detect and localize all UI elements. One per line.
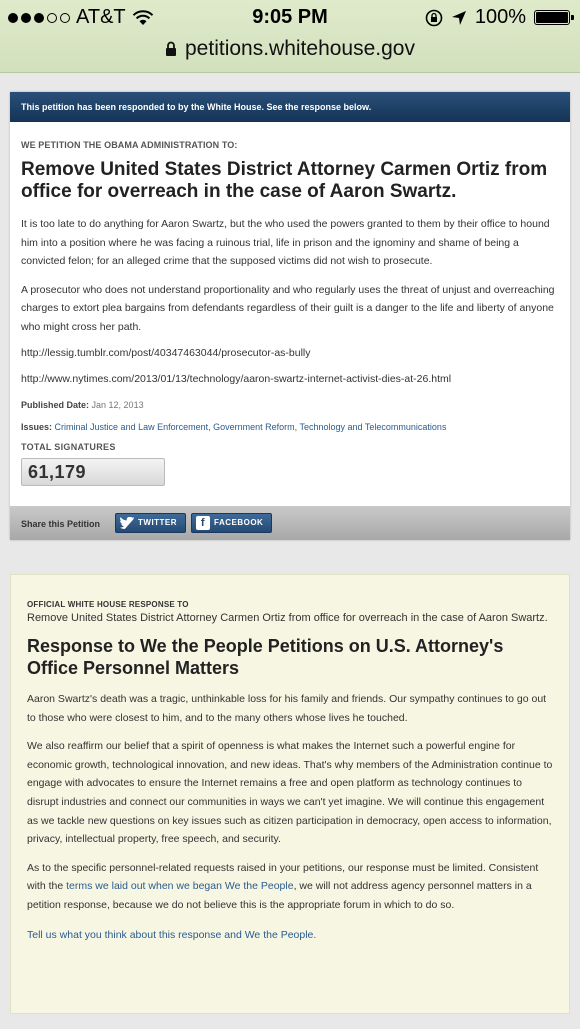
response-title: Response to We the People Petitions on U.S. Attorney's Office Personnel Matters [27, 636, 504, 678]
status-bar [0, 6, 580, 32]
lock-icon [165, 41, 177, 57]
status-right [425, 6, 570, 29]
petition-kicker: WE PETITION THE OBAMA ADMINISTRATION TO: [21, 140, 238, 150]
facebook-label: FACEBOOK [214, 518, 264, 527]
published-date: Jan 12, 2013 [91, 400, 144, 410]
url-bar[interactable] [0, 37, 580, 61]
petition-card [10, 92, 570, 540]
response-paragraph: We also reaffirm our belief that a spirit of openness is what makes the Internet such a powerful engine for economic growth, technological innovation, and new ideas. That's why members of the Administration continue to engage with advocates to ensure the Internet remains a free and open platform as technology continues to disrupt industries and connect our communities in ways we can't yet imagine. We will continue this engagement as we tackle new questions on key issues such as citizen participation in democracy, open access to information, privacy, intellectual property, free speech, and security. [27, 740, 553, 846]
response-notice-banner: This petition has been responded to by the White House. See the response below. [10, 92, 570, 122]
issue-link[interactable]: Government Reform [213, 422, 295, 432]
battery-percent: 100% [474, 6, 526, 28]
official-response-card [10, 574, 570, 1014]
issues-row: Issues: Criminal Justice and Law Enforcement, Government Reform, Technology and Telecommunications [21, 422, 447, 432]
url-text: petitions.whitehouse.gov [185, 37, 415, 60]
twitter-share-button[interactable] [115, 513, 186, 533]
carrier-label: AT&T [76, 6, 126, 28]
twitter-label: TWITTER [138, 518, 178, 527]
petition-paragraph: It is too late to do anything for Aaron Swartz, but the who used the powers granted to them by their office to hound him into a position where he was facing a ruinous trial, life in prison and the ignominy and shame of being a convicted felon; for an alleged crime that the supposed victims did not wish to prosecute. [21, 218, 550, 267]
clock: 9:05 PM [252, 6, 328, 28]
petition-reference-link[interactable]: http://www.nytimes.com/2013/01/13/technology/aaron-swartz-internet-activist-dies-at-26.html [21, 373, 452, 385]
battery-fill [536, 12, 568, 23]
share-label: Share this Petition [21, 519, 101, 529]
response-body [11, 575, 569, 941]
response-paragraph: Aaron Swartz's death was a tragic, unthinkable loss for his family and friends. Our sympathy continues to go out to those who were closest to him, and to the many others whose lives he touched. [27, 693, 547, 724]
facebook-share-button[interactable] [191, 513, 272, 533]
issue-link[interactable]: Technology and Telecommunications [299, 422, 447, 432]
response-text: , we will not address agency personnel matters in a petition response, because we do not believe this is the appropriate forum in which to do so. [27, 880, 532, 911]
terms-link[interactable]: terms we laid out when we began We the People [66, 880, 294, 893]
response-kicker: OFFICIAL WHITE HOUSE RESPONSE TO [27, 600, 189, 609]
total-signatures-label: TOTAL SIGNATURES [21, 442, 116, 452]
response-subtitle: Remove United States District Attorney Carmen Ortiz from office for overreach in the case of Aaron Swartz. [27, 612, 548, 624]
issue-link[interactable]: Criminal Justice and Law Enforcement [54, 422, 209, 432]
petition-title: Remove United States District Attorney Carmen Ortiz from office for overreach in the case of Aaron Swartz. [21, 159, 548, 202]
petition-reference-link[interactable]: http://lessig.tumblr.com/post/40347463044/prosecutor-as-bully [21, 347, 311, 359]
signature-count: 61,179 [21, 458, 165, 486]
browser-top-bar [0, 0, 580, 73]
petition-body [10, 140, 570, 486]
twitter-icon [120, 517, 134, 529]
share-bar [10, 506, 570, 540]
battery-icon [534, 10, 570, 25]
published-date-row [21, 398, 559, 412]
facebook-icon: f [196, 516, 210, 530]
orientation-lock-icon [425, 9, 443, 27]
location-arrow-icon [451, 10, 467, 26]
petition-paragraph: A prosecutor who does not understand proportionality and who regularly uses the threat of unjust and overreaching charges to extort plea bargains from defendants regardless of their guilt is a danger to the life and liberty of anyone who might cross her path. [21, 283, 555, 333]
issues-label: Issues: [21, 422, 53, 432]
response-paragraph [27, 859, 553, 915]
response-text: As to the specific personnel-related requests raised in your petitions, our response must be limited. Consistent with the [27, 861, 539, 893]
published-label: Published Date: [21, 400, 90, 410]
feedback-link[interactable]: Tell us what you think about this response and We the People. [27, 928, 317, 941]
